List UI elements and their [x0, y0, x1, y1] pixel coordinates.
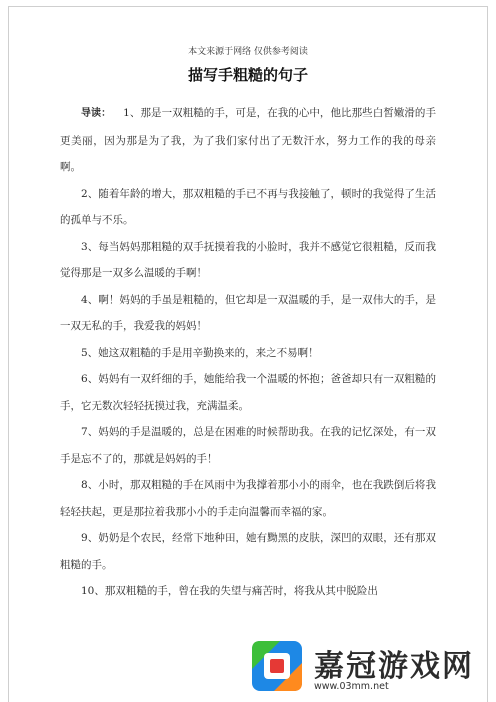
paragraph-text: 1、那是一双粗糙的手，可是，在我的心中，他比那些白皙嫩滑的手更美丽，因为那是为了我，为了我们家付出了无数汗水，努力工作的我的母亲啊。 [60, 107, 436, 173]
article-body [60, 100, 436, 605]
paragraph: 10、那双粗糙的手，曾在我的失望与痛苦时，将我从其中脱险出 [81, 585, 378, 597]
site-logo-icon [250, 639, 304, 693]
paragraph [60, 100, 436, 181]
paragraph: 8、小时，那双粗糙的手在风雨中为我撑着那小小的雨伞，也在我跌倒后将我轻轻扶起，更是那拉着我那小小的手走向温馨而幸福的家。 [60, 479, 436, 518]
paragraph: 9、奶奶是个农民，经常下地种田，她有黝黑的皮肤，深凹的双眼，还有那双粗糙的手。 [60, 532, 436, 571]
watermark-logo [246, 633, 486, 697]
site-name: 嘉冠游戏网 [314, 649, 474, 684]
paragraph: 3、每当妈妈那粗糙的双手抚摸着我的小脸时，我并不感觉它很粗糙，反而我觉得那是一双多么温暖的手啊！ [60, 240, 436, 279]
site-url: www.03mm.net [314, 681, 389, 692]
paragraph: 6、妈妈有一双纤细的手，她能给我一个温暖的怀抱；爸爸却只有一双粗糙的手，它无数次轻轻抚摸过我，充满温柔。 [60, 373, 436, 412]
paragraph: 7、妈妈的手是温暖的，总是在困难的时候帮助我。在我的记忆深处，有一双手是忘不了的，那就是妈妈的手！ [60, 426, 436, 465]
page-title: 描写手粗糙的句子 [187, 66, 308, 84]
paragraph: 5、她这双粗糙的手是用辛勤换来的，来之不易啊！ [81, 346, 319, 359]
paragraph: 4、啊！妈妈的手虽是粗糙的，但它却是一双温暖的手，是一双伟大的手，是一双无私的手，我爱我的妈妈！ [60, 293, 436, 332]
paragraph: 2、随着年龄的增大，那双粗糙的手已不再与我接触了，顿时的我觉得了生活的孤单与不乐。 [60, 187, 436, 226]
source-notice: 本文来源于网络 仅供参考阅读 [188, 47, 308, 57]
lead-label: 导读： [81, 108, 112, 119]
